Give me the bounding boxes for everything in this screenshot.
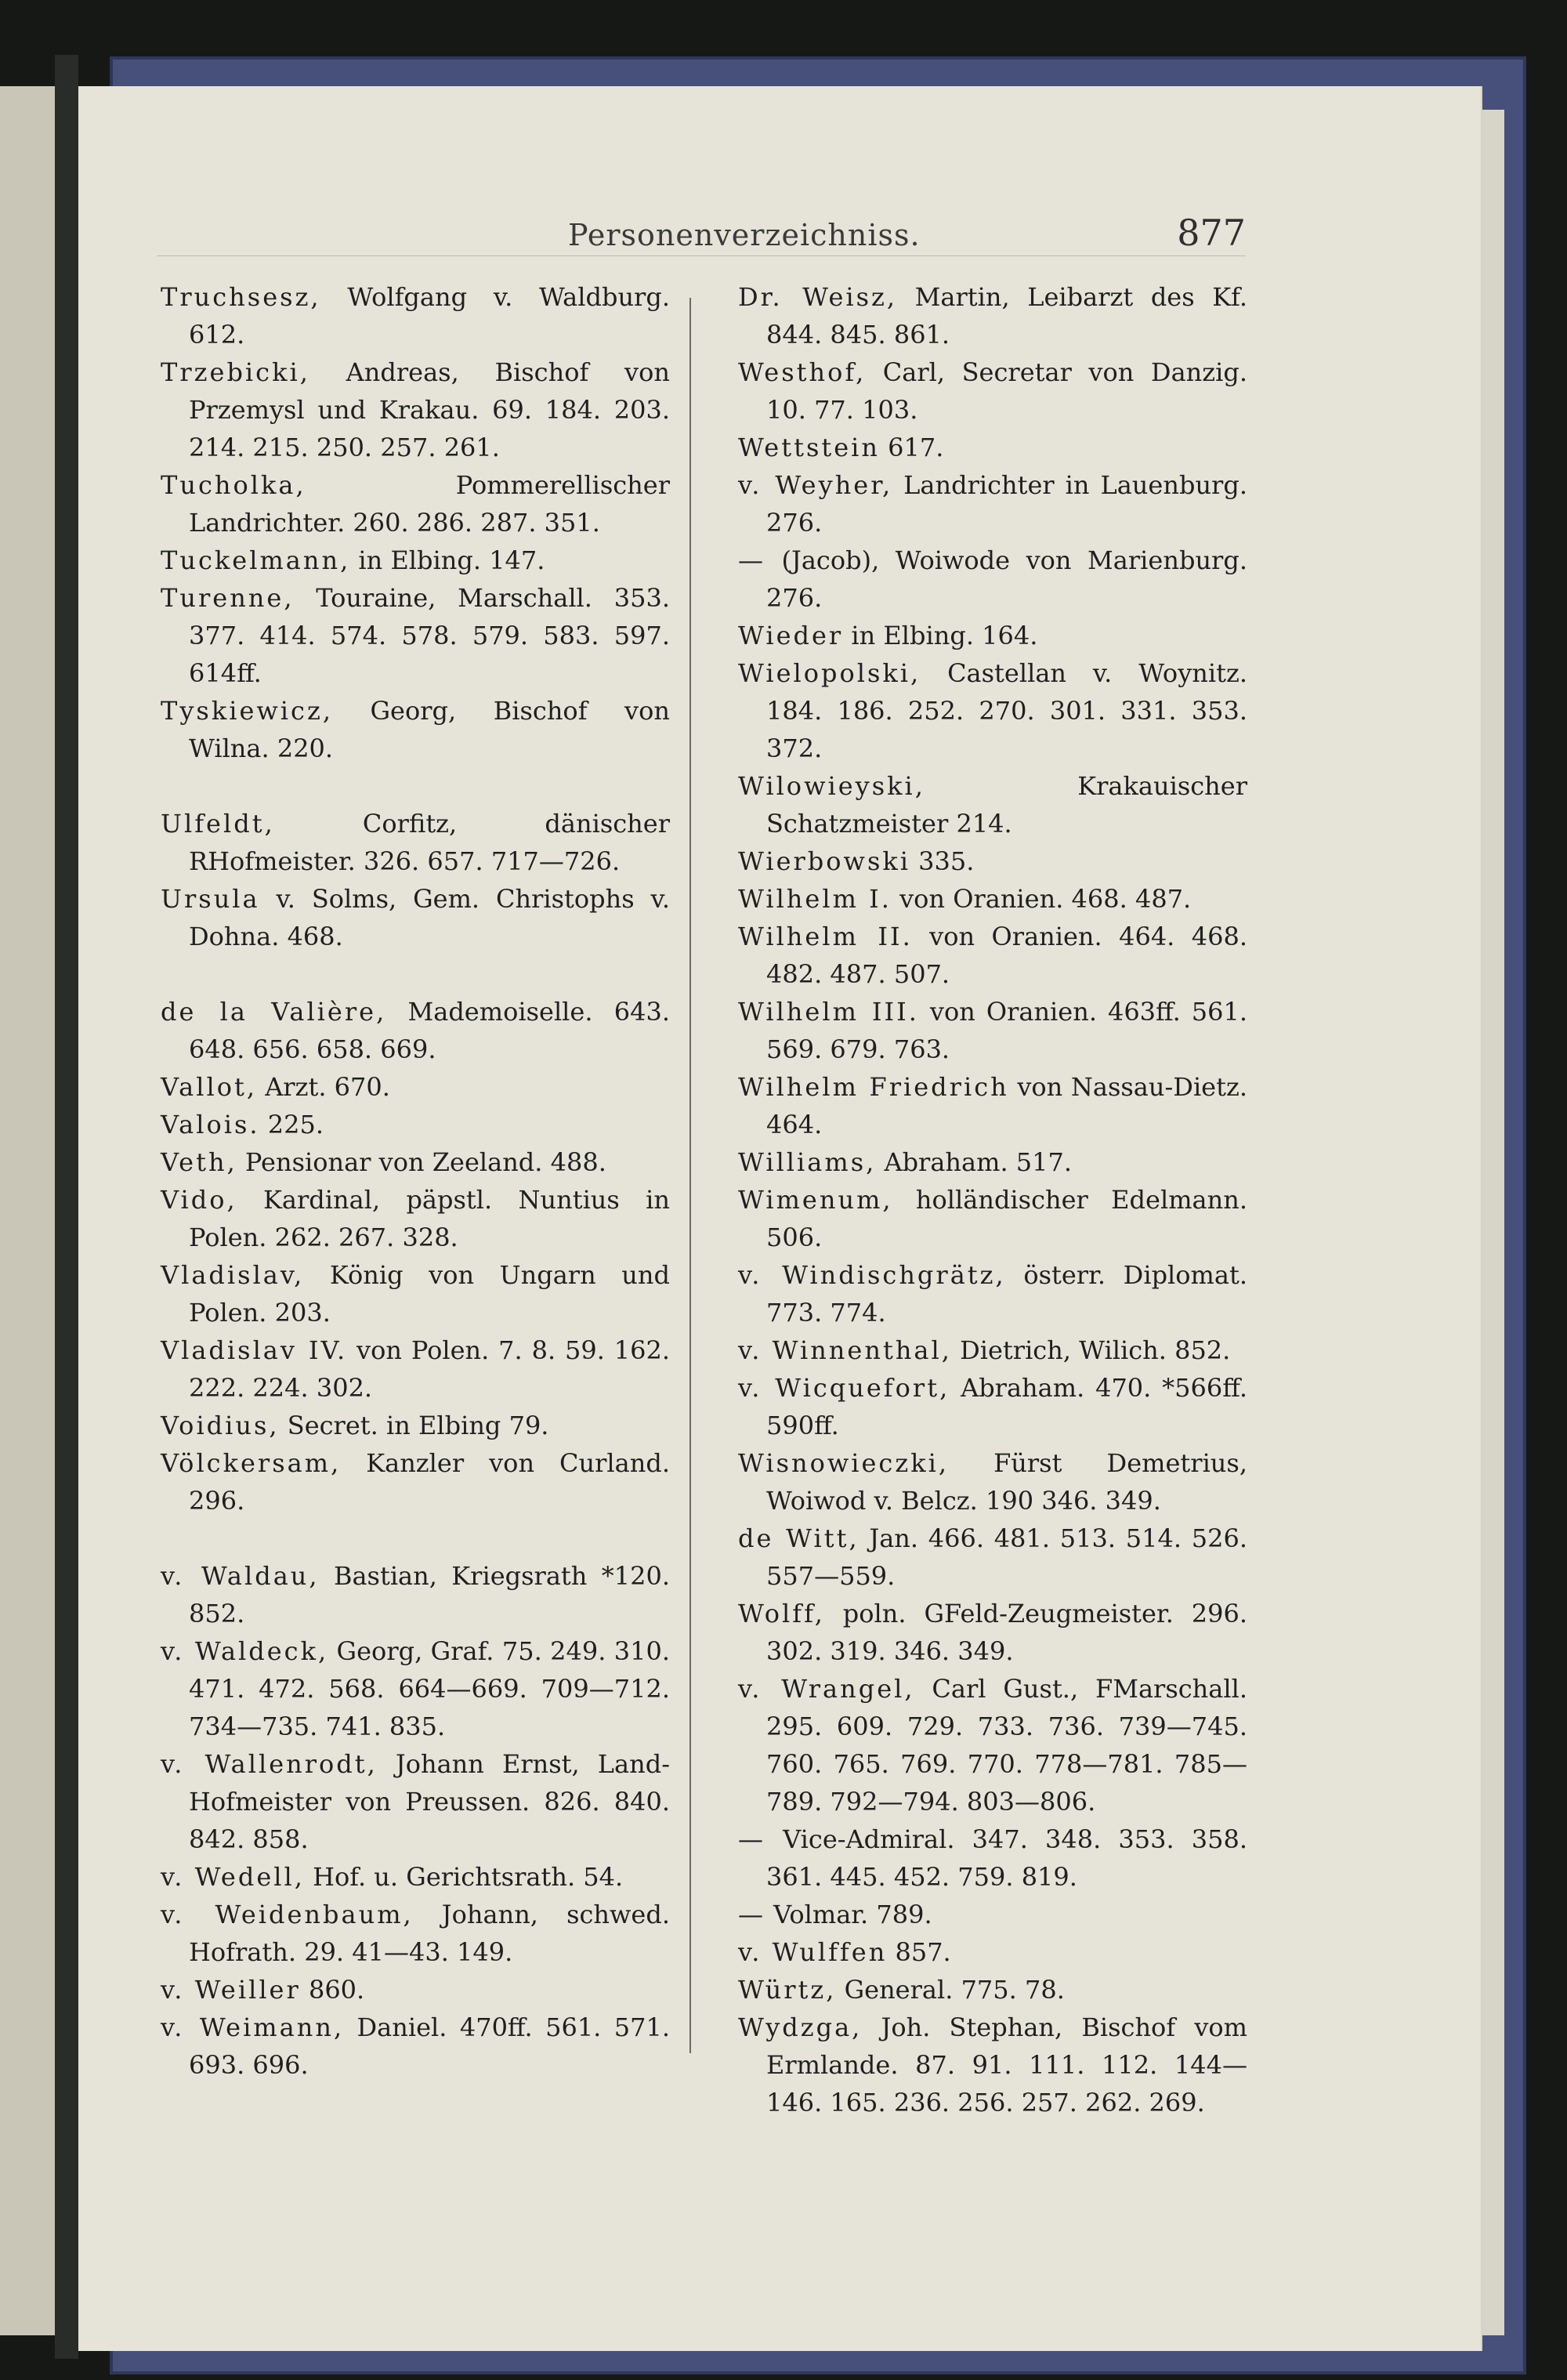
index-entry xyxy=(161,1745,670,1858)
index-entry xyxy=(161,1143,670,1181)
entry-name: Tyskiewicz, xyxy=(161,696,333,726)
entry-name: — xyxy=(738,545,765,575)
entry-text: 857. xyxy=(887,1937,951,1967)
entry-text: 225. xyxy=(259,1110,324,1139)
index-entry xyxy=(161,880,670,955)
index-entry xyxy=(161,1896,670,1971)
entry-text: poln. GFeld-Zeugmeister. 296. 302. 319. 346. 349. xyxy=(766,1599,1247,1666)
entry-text: (Jacob), Woiwode von Marienburg. 276. xyxy=(765,545,1247,613)
page-header xyxy=(157,212,1246,259)
entry-text: Secret. in Elbing 79. xyxy=(279,1411,549,1440)
entry-name: Völckersam, xyxy=(161,1448,342,1478)
entry-name: Tuckelmann, xyxy=(161,545,351,575)
index-entry xyxy=(161,1331,670,1407)
index-entry xyxy=(738,1331,1247,1369)
entry-name: v. Wicquefort, xyxy=(738,1373,950,1403)
entry-name: Wieder xyxy=(738,621,844,650)
entry-name: Tucholka, xyxy=(161,470,306,500)
entry-name: de la Valière, xyxy=(161,997,387,1027)
index-entry xyxy=(161,1557,670,1632)
entry-text: österr. Diplomat. 773. 774. xyxy=(766,1260,1248,1328)
index-entry xyxy=(161,278,670,353)
entry-text: Abraham. 470. *566ff. 590ff. xyxy=(766,1373,1248,1440)
entry-text: General. 775. 78. xyxy=(836,1975,1065,2005)
entry-text: Pensionar von Zeeland. 488. xyxy=(237,1147,606,1177)
entry-name: Wilowieyski, xyxy=(738,771,925,801)
header-rule xyxy=(157,255,1246,256)
index-entry xyxy=(161,353,670,466)
index-entry xyxy=(738,429,1247,466)
index-entry xyxy=(161,1407,670,1444)
entry-text: Dietrich, Wilich. 852. xyxy=(951,1335,1231,1365)
index-entry xyxy=(738,1933,1247,1971)
entry-name: Veth, xyxy=(161,1147,237,1177)
index-entry xyxy=(738,918,1247,993)
left-page-edge xyxy=(0,86,55,2335)
entry-text: von Oranien. 468. 487. xyxy=(891,884,1192,914)
index-entry xyxy=(738,1181,1247,1256)
index-entry xyxy=(738,1256,1247,1331)
entry-name: Wimenum, xyxy=(738,1185,893,1215)
entry-name: v. Wulffen xyxy=(738,1937,888,1967)
entry-text: Krakauischer Schatzmeister 214. xyxy=(766,771,1247,839)
entry-text: Daniel. 470ff. 561. 571. 693. 696. xyxy=(189,2012,671,2080)
entry-name: Wierbowski xyxy=(738,846,910,876)
section-gap xyxy=(161,767,670,805)
section-gap xyxy=(161,1520,670,1557)
index-entry xyxy=(738,1971,1247,2009)
entry-text: Georg, Graf. 75. 249. 310. 471. 472. 568. 664—669. 709—712. 734—735. 741. 835. xyxy=(189,1636,671,1741)
entry-text: in Elbing. 147. xyxy=(350,545,545,575)
entry-text: von Polen. 7. 8. 59. 162. 222. 224. 302. xyxy=(189,1335,671,1403)
entry-name: Westhof, xyxy=(738,357,867,387)
book-gutter xyxy=(55,55,78,2359)
index-entry xyxy=(738,278,1247,353)
entry-name: v. Windischgrätz, xyxy=(738,1260,1006,1290)
entry-text: Fürst Demetrius, Woiwod v. Belcz. 190 346. 349. xyxy=(766,1448,1247,1516)
entry-text: Bastian, Kriegsrath *120. 852. xyxy=(189,1561,670,1628)
index-entry xyxy=(738,353,1247,429)
entry-name: v. Wallenrodt, xyxy=(161,1749,378,1779)
column-divider xyxy=(689,298,691,2053)
entry-text: Touraine, Marschall. 353. 377. 414. 574. 578. 579. 583. 597. 614ff. xyxy=(189,583,670,688)
entry-name: Valois. xyxy=(161,1110,260,1139)
entry-name: Vido, xyxy=(161,1185,237,1215)
entry-text: Kardinal, päpstl. Nuntius in Polen. 262. 267. 328. xyxy=(189,1185,670,1252)
entry-name: Dr. Weisz, xyxy=(738,282,898,312)
entry-name: Trzebicki, xyxy=(161,357,310,387)
page-number: 877 xyxy=(1177,212,1246,254)
index-entry xyxy=(161,2009,670,2084)
entry-name: Williams, xyxy=(738,1147,877,1177)
entry-name: v. Weimann, xyxy=(161,2012,345,2042)
entry-name: Wilhelm I. xyxy=(738,884,892,914)
entry-name: Ursula xyxy=(161,884,260,914)
entry-text: Corfitz, dänischer RHofmeister. 326. 657. 717—726. xyxy=(189,809,670,876)
entry-text: Joh. Stephan, Bischof vom Ermlande. 87. 91. 111. 112. 144—146. 165. 236. 256. 257. 262. 269. xyxy=(766,2012,1247,2117)
entry-text: Kanzler von Curland. 296. xyxy=(189,1448,670,1516)
entry-text: Georg, Bischof von Wilna. 220. xyxy=(189,696,670,763)
index-entry xyxy=(161,805,670,880)
entry-text: 617. xyxy=(880,433,944,462)
index-entry xyxy=(738,617,1247,654)
index-entry xyxy=(738,842,1247,880)
entry-name: v. Weyher, xyxy=(738,470,893,500)
index-column-right xyxy=(738,278,1248,2117)
entry-name: Vladislav, xyxy=(161,1260,305,1290)
entry-name: Truchsesz, xyxy=(161,282,321,312)
index-entry xyxy=(738,1820,1247,1896)
entry-name: Wilhelm Friedrich xyxy=(738,1072,1009,1102)
entry-text: Castellan v. Woynitz. 184. 186. 252. 270. 301. 331. 353. 372. xyxy=(766,658,1247,763)
entry-name: Wilhelm II. xyxy=(738,922,913,951)
entry-text: König von Ungarn und Polen. 203. xyxy=(189,1260,670,1328)
index-entry xyxy=(738,1369,1247,1444)
entry-text: v. Solms, Gem. Christophs v. Dohna. 468. xyxy=(189,884,670,951)
entry-name: Wilhelm III. xyxy=(738,997,919,1027)
entry-name: Wydzga, xyxy=(738,2012,863,2042)
index-entry xyxy=(738,1068,1247,1143)
entry-name: Vallot, xyxy=(161,1072,258,1102)
index-entry xyxy=(161,1444,670,1520)
entry-text: Mademoiselle. 643. 648. 656. 658. 669. xyxy=(189,997,670,1064)
index-entry xyxy=(161,1181,670,1256)
index-entry xyxy=(738,542,1247,617)
entry-text: holländischer Edelmann. 506. xyxy=(766,1185,1247,1252)
index-entry xyxy=(738,1520,1247,1595)
index-entry xyxy=(161,692,670,767)
entry-text: Wolfgang v. Waldburg. 612. xyxy=(189,282,670,350)
index-entry xyxy=(161,1971,670,2009)
index-entry xyxy=(161,1068,670,1106)
entry-text: Volmar. 789. xyxy=(765,1900,932,1929)
entry-name: Würtz, xyxy=(738,1975,837,2005)
entry-name: Wettstein xyxy=(738,433,880,462)
entry-name: Vladislav IV. xyxy=(161,1335,348,1365)
entry-name: — xyxy=(738,1900,765,1929)
entry-name: v. Weidenbaum, xyxy=(161,1900,414,1929)
entry-text: Jan. 466. 481. 513. 514. 526. 557—559. xyxy=(766,1523,1248,1591)
index-entry xyxy=(738,1670,1247,1820)
running-title: Personenverzeichniss. xyxy=(568,218,921,252)
index-entry xyxy=(738,1896,1247,1933)
entry-name: Wolff, xyxy=(738,1599,825,1628)
index-entry xyxy=(738,880,1247,918)
entry-name: v. Wedell, xyxy=(161,1862,305,1892)
entry-name: de Witt, xyxy=(738,1523,859,1553)
entry-text: Hof. u. Gerichtsrath. 54. xyxy=(304,1862,624,1892)
index-entry xyxy=(738,1444,1247,1520)
entry-text: Arzt. 670. xyxy=(257,1072,390,1102)
entry-text: 860. xyxy=(300,1975,365,2005)
entry-text: in Elbing. 164. xyxy=(843,621,1038,650)
entry-name: Turenne, xyxy=(161,583,295,613)
entry-name: Wielopolski, xyxy=(738,658,921,688)
entry-name: v. Wrangel, xyxy=(738,1674,915,1704)
entry-text: Vice-Admiral. 347. 348. 353. 358. 361. 445. 452. 759. 819. xyxy=(765,1824,1247,1892)
index-entry xyxy=(738,1143,1247,1181)
entry-text: Carl Gust., FMarschall. 295. 609. 729. 733. 736. 739—745. 760. 765. 769. 770. 778—781. 785—789. 792—794. 803—806. xyxy=(766,1674,1247,1817)
index-entry xyxy=(161,1632,670,1745)
index-entry xyxy=(738,2009,1247,2121)
entry-name: v. Weiller xyxy=(161,1975,301,2005)
entry-text: Carl, Secretar von Danzig. 10. 77. 103. xyxy=(766,357,1247,425)
entry-text: Johann, schwed. Hofrath. 29. 41—43. 149. xyxy=(189,1900,671,1967)
entry-name: Wisnowieczki, xyxy=(738,1448,949,1478)
index-entry xyxy=(738,466,1247,542)
index-column-left xyxy=(161,278,670,2096)
entry-text: Martin, Leibarzt des Kf. 844. 845. 861. xyxy=(766,282,1248,350)
entry-name: Voidius, xyxy=(161,1411,280,1440)
index-entry xyxy=(161,1106,670,1143)
index-entry xyxy=(161,542,670,579)
index-entry xyxy=(738,1595,1247,1670)
entry-text: 335. xyxy=(910,846,975,876)
index-entry xyxy=(161,579,670,692)
entry-text: Abraham. 517. xyxy=(876,1147,1073,1177)
entry-text: Landrichter in Lauenburg. 276. xyxy=(766,470,1248,538)
entry-text: von Oranien. 463ff. 561. 569. 679. 763. xyxy=(766,997,1247,1064)
index-entry xyxy=(161,993,670,1068)
section-gap xyxy=(161,955,670,993)
entry-text: Johann Ernst, Land-Hofmeister von Preussen. 826. 840. 842. 858. xyxy=(189,1749,670,1854)
index-entry xyxy=(738,767,1247,842)
entry-text: von Oranien. 464. 468. 482. 487. 507. xyxy=(766,922,1248,989)
entry-text: Pommerellischer Landrichter. 260. 286. 287. 351. xyxy=(189,470,670,538)
entry-name: Ulfeldt, xyxy=(161,809,275,839)
entry-text: Andreas, Bischof von Przemysl und Krakau. 69. 184. 203. 214. 215. 250. 257. 261. xyxy=(189,357,670,462)
index-entry xyxy=(161,466,670,542)
entry-text: von Nassau-Dietz. 464. xyxy=(766,1072,1248,1139)
index-entry xyxy=(738,993,1247,1068)
entry-name: v. Waldau, xyxy=(161,1561,320,1591)
entry-name: v. Waldeck, xyxy=(161,1636,329,1666)
entry-name: — xyxy=(738,1824,765,1854)
index-entry xyxy=(161,1256,670,1331)
index-entry xyxy=(161,1858,670,1896)
entry-name: v. Winnenthal, xyxy=(738,1335,952,1365)
index-entry xyxy=(738,654,1247,767)
